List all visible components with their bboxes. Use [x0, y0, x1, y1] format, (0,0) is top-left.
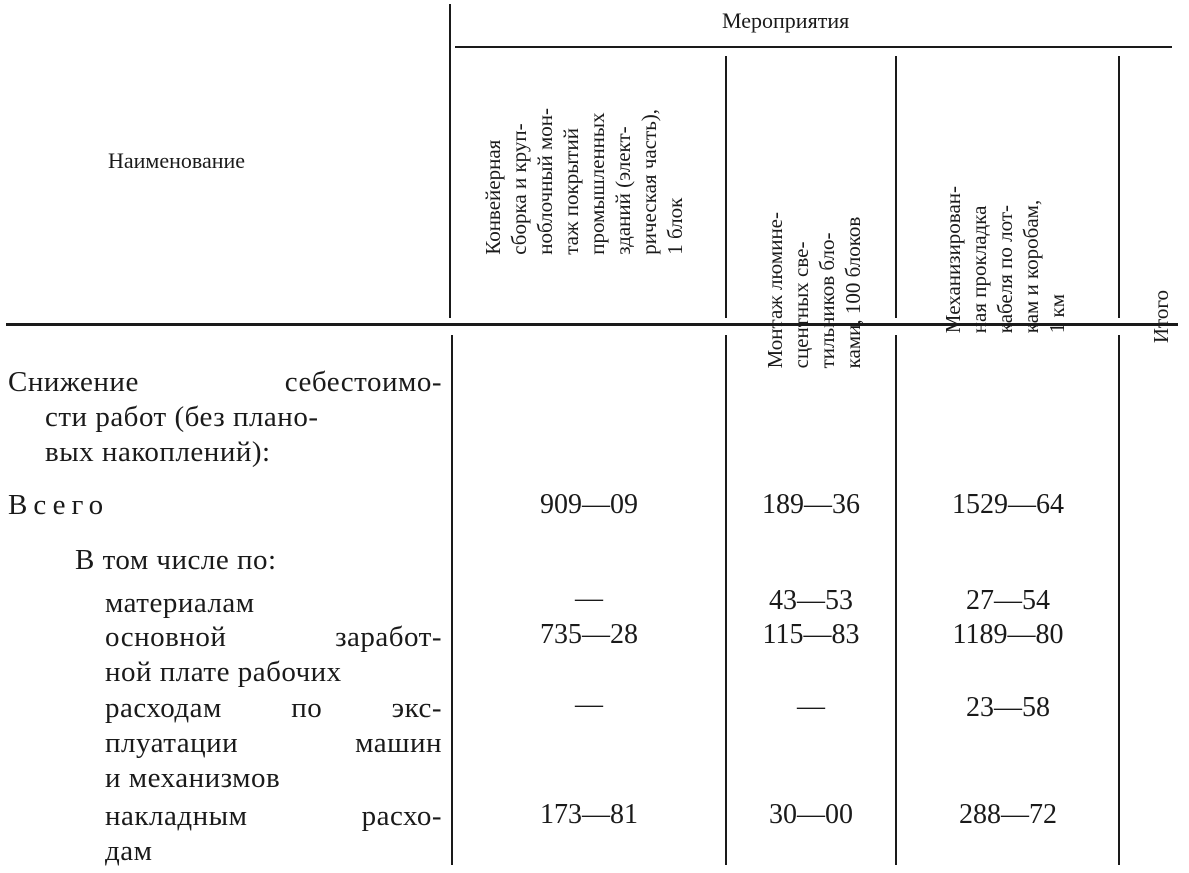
body-col-divider-2	[895, 335, 897, 865]
row-label-wages-line	[105, 619, 442, 655]
row-label-word: машин	[355, 727, 442, 759]
overhead-value-col-3: 288—72	[959, 799, 1057, 830]
overhead-value-col-1: 173—81	[540, 799, 638, 830]
header-col-2-line: Монтаж люмине-	[763, 212, 787, 369]
body-col-divider-1	[725, 335, 727, 865]
header-col-2-line: тильников бло-	[815, 232, 839, 369]
header-col-1-line: рическая часть),	[637, 108, 661, 255]
header-col-2-line: ками, 100 блоков	[841, 216, 865, 369]
header-col-1-line: Конвейерная	[481, 139, 505, 255]
header-col-3	[940, 58, 1110, 334]
row-label-overhead-line	[105, 798, 442, 834]
body-col-divider-3	[1118, 335, 1120, 865]
header-col-1-line: 1 блок	[663, 197, 687, 255]
row-label-word: по	[291, 692, 323, 724]
header-col-1-line: зданий (элект-	[611, 126, 635, 255]
header-col-1	[480, 58, 720, 316]
row-label-machines-line	[105, 725, 442, 761]
header-col-3-line: кам и коробам,	[1019, 199, 1043, 334]
header-col-2-text	[762, 212, 866, 368]
machines-value-col-1: —	[575, 689, 603, 720]
header-col-1-line: таж покрытий	[559, 128, 583, 255]
header-col-3-line: Механизирован-	[941, 186, 965, 334]
section-title-line: сти работ (без плано-	[45, 401, 319, 433]
row-label-word: расходам	[105, 692, 222, 724]
header-col-divider-2	[895, 56, 897, 318]
header-col-4-text	[1148, 290, 1174, 343]
header-col-3-line: ная прокладка	[967, 205, 991, 334]
total-value-col-3: 1529—64	[952, 489, 1064, 520]
total-value-col-2: 189—36	[762, 489, 860, 520]
header-subrule	[455, 46, 1172, 48]
section-title-line	[8, 364, 442, 400]
body-col-divider-name	[451, 335, 453, 865]
header-col-divider-name	[449, 4, 451, 318]
machines-value-col-2: —	[797, 691, 825, 722]
header-col-divider-1	[725, 56, 727, 318]
materials-value-col-1: —	[575, 583, 603, 614]
header-col-1-line: ноблочный мон-	[533, 108, 557, 255]
header-col-3-line: кабеля по лот-	[993, 205, 1017, 334]
wages-value-col-2: 115—83	[762, 619, 860, 650]
wages-value-col-3: 1189—80	[952, 619, 1064, 650]
row-label-word: плуатации	[105, 727, 239, 759]
total-row-label: Всего	[8, 489, 110, 521]
header-col-2	[762, 58, 892, 369]
header-col-4	[1148, 58, 1184, 344]
row-label-wages-line: ной плате рабочих	[105, 656, 342, 688]
wages-value-col-1: 735—28	[540, 619, 638, 650]
header-events-group: Мероприятия	[722, 8, 850, 33]
section-title-word: себестоимо-	[284, 366, 442, 398]
total-value-col-1: 909—09	[540, 489, 638, 520]
row-label-machines-line	[105, 690, 442, 726]
header-col-1-line: промышленных	[585, 112, 609, 255]
header-col-4-line: Итого	[1149, 290, 1173, 344]
row-label-word: накладным	[105, 800, 248, 832]
row-label-overhead-line: дам	[105, 835, 153, 867]
row-label-machines-line: и механизмов	[105, 762, 281, 794]
header-name-column: Наименование	[108, 148, 246, 173]
header-col-divider-3	[1118, 56, 1120, 318]
including-label: В том числе по:	[75, 544, 277, 576]
header-col-1-text	[480, 108, 688, 255]
row-label-materials: материалам	[105, 587, 255, 619]
row-label-word: заработ-	[335, 621, 442, 653]
section-title-line: вых накоплений):	[45, 436, 271, 468]
header-col-3-text	[940, 186, 1070, 333]
header-col-1-line: сборка и круп-	[507, 123, 531, 255]
row-label-word: экс-	[391, 692, 442, 724]
header-col-3-line: 1 км	[1045, 293, 1069, 334]
header-col-2-line: сцентных све-	[789, 241, 813, 369]
materials-value-col-2: 43—53	[769, 585, 853, 616]
machines-value-col-3: 23—58	[966, 692, 1050, 723]
materials-value-col-3: 27—54	[966, 585, 1050, 616]
overhead-value-col-2: 30—00	[769, 799, 853, 830]
row-label-word: расхо-	[361, 800, 442, 832]
row-label-word: основной	[105, 621, 227, 653]
section-title-word: Снижение	[8, 366, 139, 398]
